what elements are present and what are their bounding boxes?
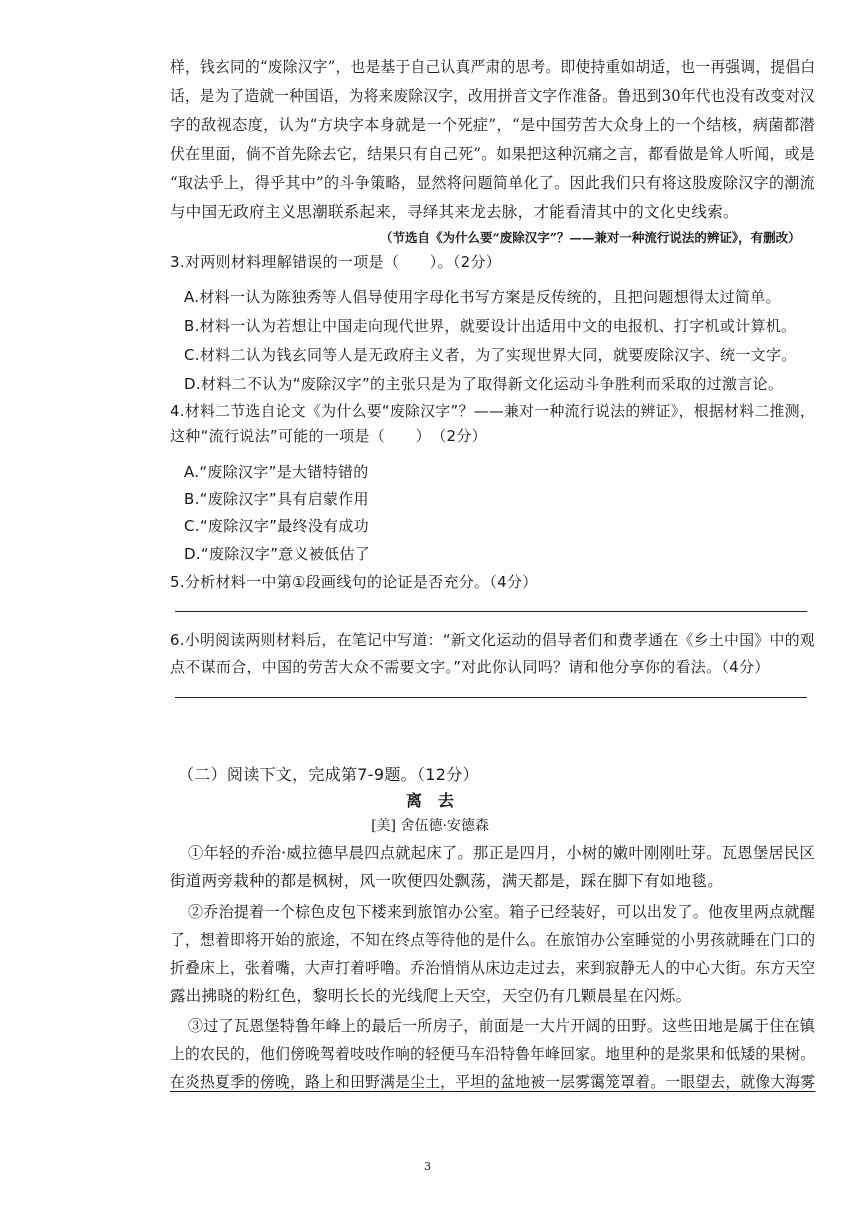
text-line: “取法乎上，得乎其中”的斗争策略，显然将问题简单化了。因此我们只有将这股废除汉字的潮流 xyxy=(170,174,816,192)
question-4-stem: 4.材料二节选自论文《为什么要“废除汉字”？——兼对一种流行说法的辨证》，根据材料二推测， xyxy=(170,402,816,420)
text-line: 了，想着即将开始的旅途，不知在终点等待他的是什么。在旅馆办公室睡觉的小男孩就睡在门口的 xyxy=(170,931,816,949)
question-3-stem: 3.对两则材料理解错误的一项是（ ）。（2分） xyxy=(170,253,502,271)
q4-option-b: B.“废除汉字”具有启蒙作用 xyxy=(184,490,369,508)
text-line: 折叠床上，张着嘴，大声打着呼噜。乔治悄悄从床边走过去，来到寂静无人的中心大街。东方天空 xyxy=(170,959,816,977)
text-line: ①年轻的乔治·威拉德早晨四点就起床了。那正是四月，小树的嫩叶刚刚吐芽。瓦恩堡居民区 xyxy=(188,844,816,862)
underlined-sentence: 在炎热夏季的傍晚，路上和田野满是尘土，平坦的盆地被一层雾霭笼罩着。一眼望去，就像大海雾 xyxy=(170,1073,816,1091)
text-line: ③过了瓦恩堡特鲁年峰上的最后一所房子，前面是一大片开阔的田野。这些田地是属于住在镇 xyxy=(188,1017,816,1035)
q4-option-a: A.“废除汉字”是大错特错的 xyxy=(184,463,369,481)
q3-option-c: C.材料二认为钱玄同等人是无政府主义者，为了实现世界大同，就要废除汉字、统一文字。 xyxy=(184,346,797,364)
text-line: 上的农民的，他们傍晚驾着吱吱作响的轻便马车沿特鲁年峰回家。地里种的是浆果和低矮的果树。 xyxy=(170,1045,816,1063)
text-line: 街道两旁栽种的都是枫树，风一吹便四处飘荡，满天都是，踩在脚下有如地毯。 xyxy=(170,872,724,890)
question-6-line2: 点不谋而合，中国的劳苦大众不需要文字。”对此你认同吗？请和他分享你的看法。（4分） xyxy=(170,658,770,676)
question-6-line1: 6.小明阅读两则材料后，在笔记中写道：“新文化运动的倡导者们和费孝通在《乡土中国》中的观 xyxy=(170,631,816,649)
answer-line xyxy=(175,611,807,612)
text-line: 字的敌视态度，认为“方块字本身就是一个死症”，“是中国劳苦大众身上的一个结核，病菌都潜 xyxy=(170,116,815,134)
story-author: [美] 舍伍德·安德森 xyxy=(371,818,489,834)
text-line: 与中国无政府主义思潮联系起来，寻绎其来龙去脉，才能看清其中的文化史线索。 xyxy=(170,203,739,221)
question-4-stem-line2: 这种“流行说法”可能的一项是（ ） （2分） xyxy=(170,427,487,445)
q3-option-a: A.材料一认为陈独秀等人倡导使用字母化书写方案是反传统的，且把问题想得太过简单。 xyxy=(184,288,781,306)
q4-option-c: C.“废除汉字”最终没有成功 xyxy=(184,517,369,535)
text-line: 伏在里面，倘不首先除去它，结果只有自己死”。如果把这种沉痛之言，都看做是耸人听闻，或是 xyxy=(170,145,815,163)
section-heading: （二）阅读下文，完成第7-9题。（12分） xyxy=(178,765,479,784)
q3-option-d: D.材料二不认为“废除汉字”的主张只是为了取得新文化运动斗争胜利而采取的过激言论。 xyxy=(184,375,784,393)
story-title: 离 去 xyxy=(405,791,455,810)
question-5: 5.分析材料一中第①段画线句的论证是否充分。（4分） xyxy=(170,573,538,591)
answer-line xyxy=(175,697,807,698)
source-note: （节选自《为什么要“废除汉字”？——兼对一种流行说法的辨证》，有删改） xyxy=(380,230,801,245)
q4-option-d: D.“废除汉字”意义被低估了 xyxy=(184,545,371,563)
text-line: 露出拂晓的粉红色，黎明长长的光线爬上天空，天空仍有几颗晨星在闪烁。 xyxy=(170,987,692,1005)
text-line: 话，是为了造就一种国语，为将来废除汉字，改用拼音文字作准备。鲁迅到30年代也没有改变对汉 xyxy=(170,87,815,105)
q3-option-b: B.材料一认为若想让中国走向现代世界，就要设计出适用中文的电报机、打字机或计算机。 xyxy=(184,317,797,335)
page-number: 3 xyxy=(424,1160,431,1173)
text-line: ②乔治提着一个棕色皮包下楼来到旅馆办公室。箱子已经装好，可以出发了。他夜里两点就醒 xyxy=(188,903,816,921)
text-line: 样，钱玄同的“废除汉字”，也是基于自己认真严肃的思考。即使持重如胡适，也一再强调，提倡白 xyxy=(170,58,816,76)
